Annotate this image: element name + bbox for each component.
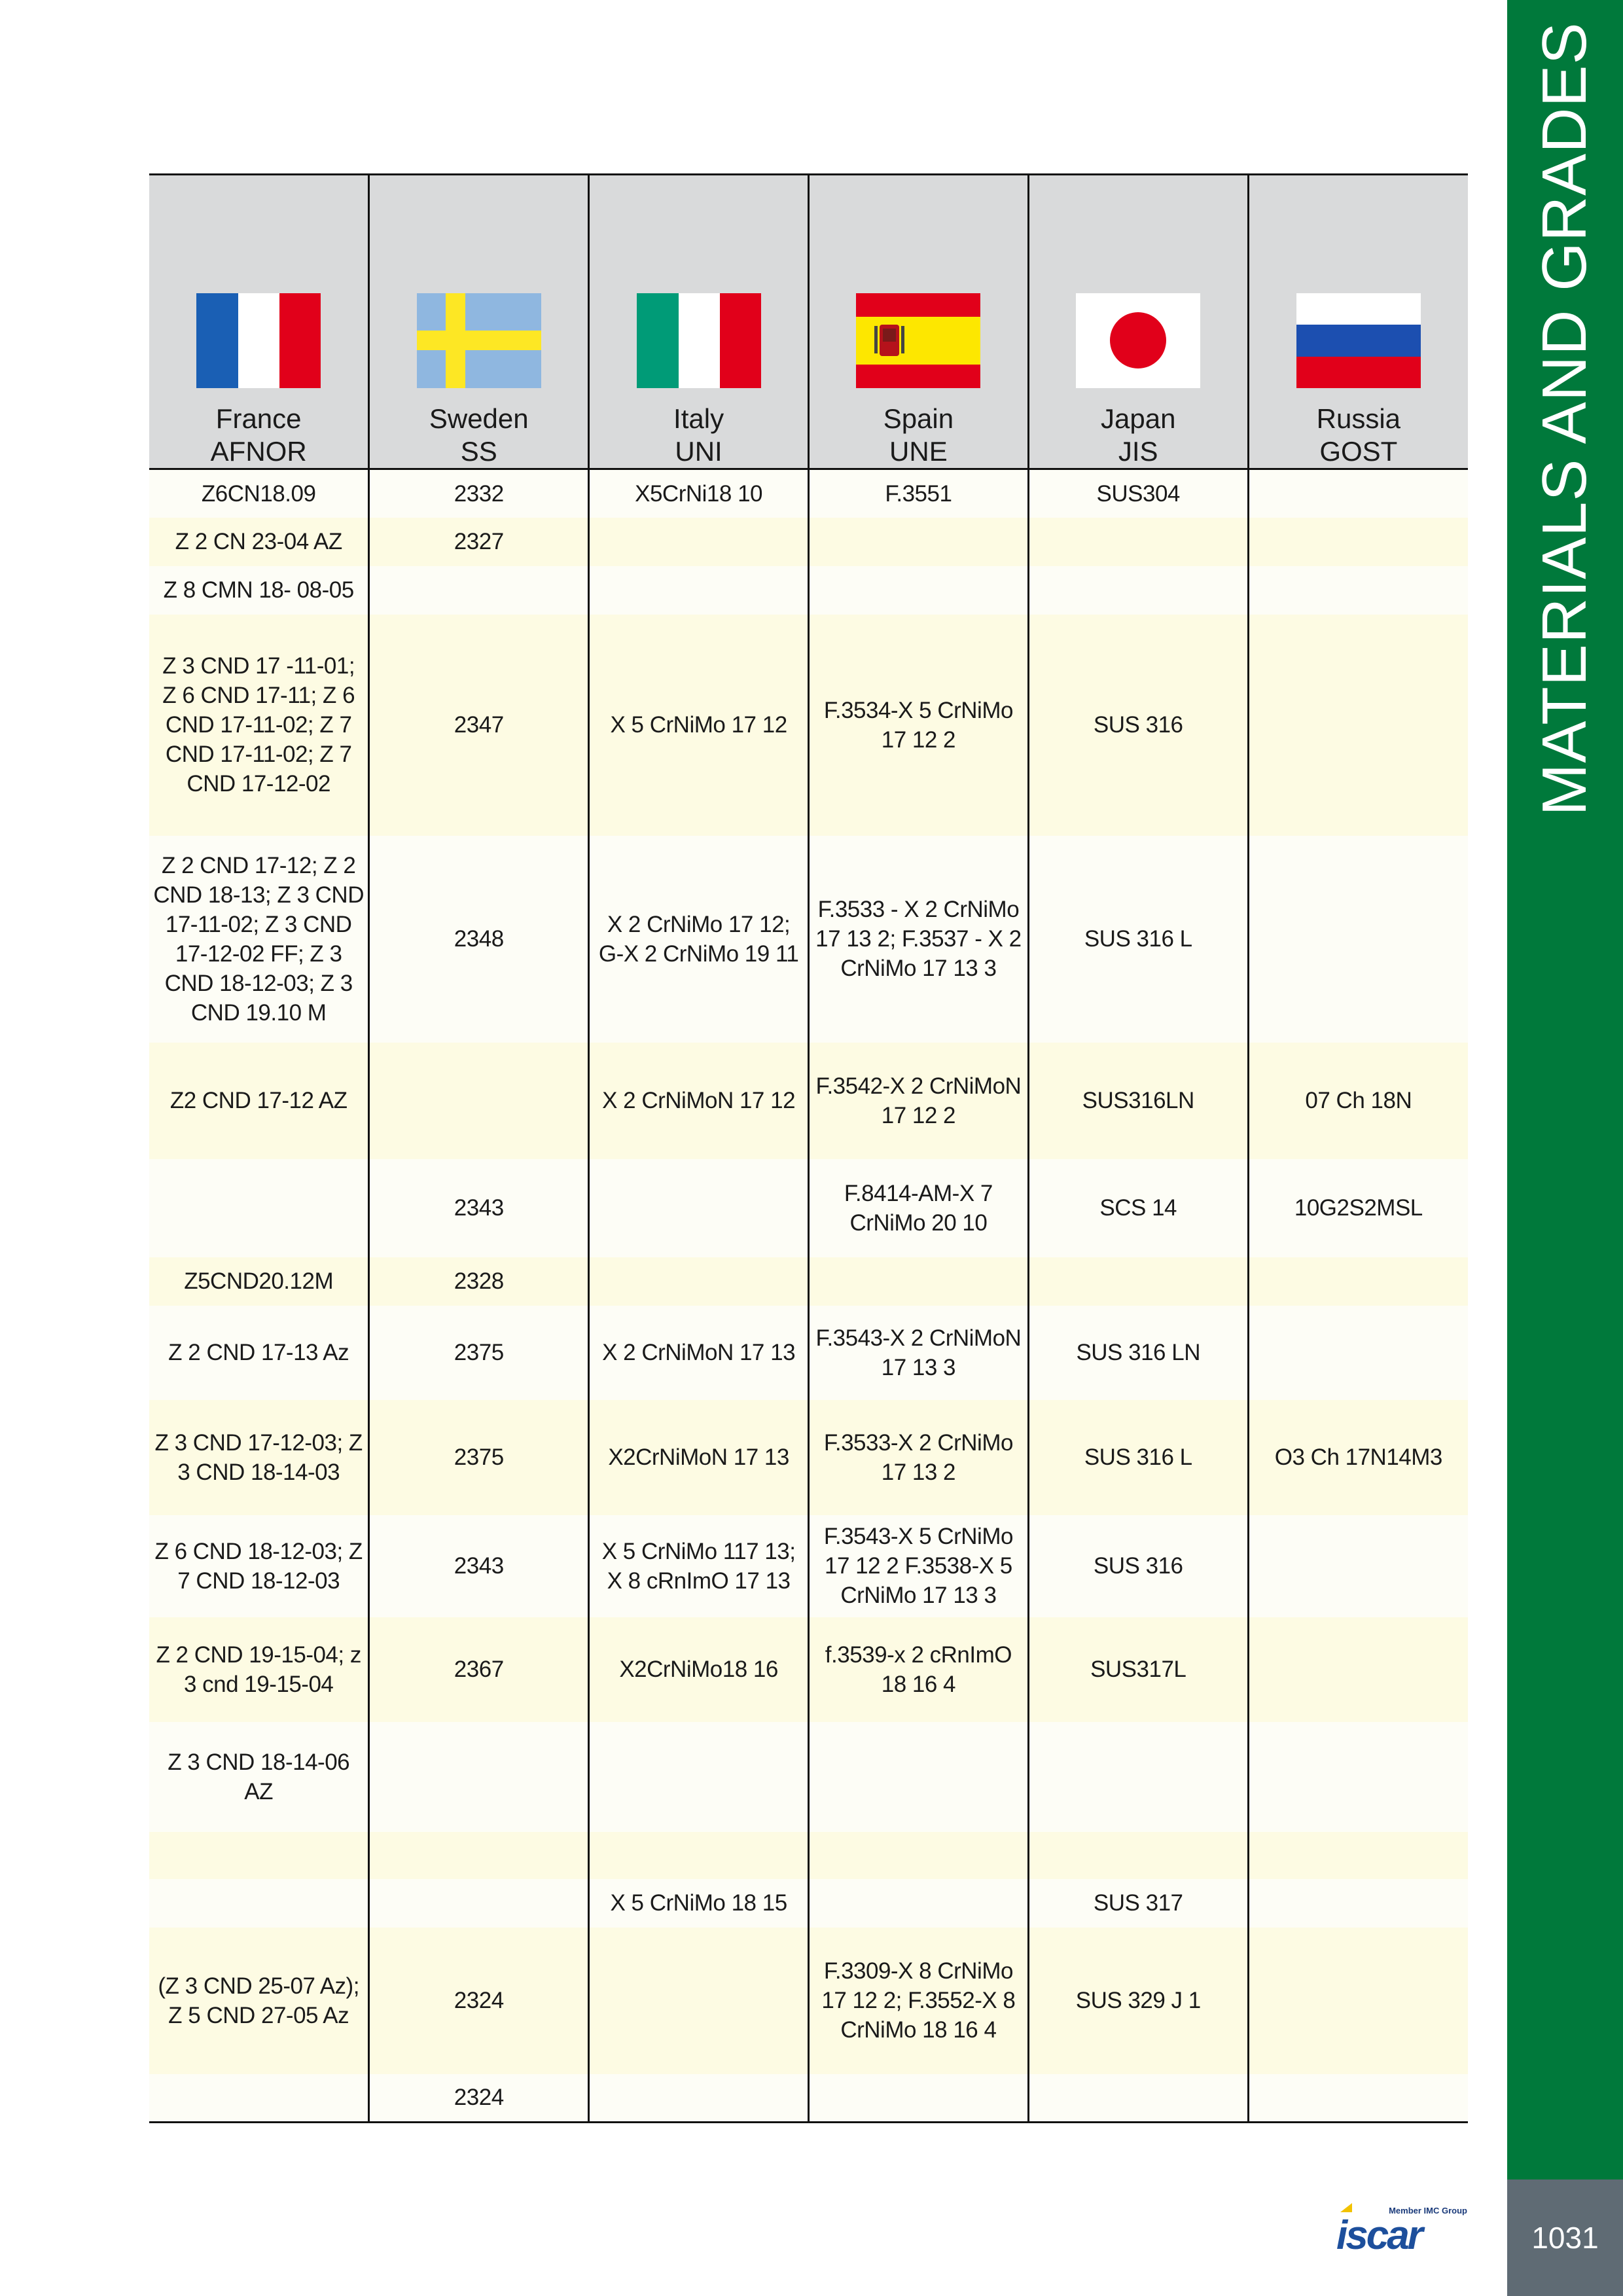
- svg-text:iscar: iscar: [1336, 2213, 1421, 2251]
- cell-italy: [589, 1832, 809, 1879]
- cell-france: Z 6 CND 18-12-03; Z 7 CND 18-12-03: [149, 1515, 369, 1617]
- cell-russia: [1248, 1257, 1468, 1306]
- cell-france: Z 3 CND 18-14-06 AZ: [149, 1722, 369, 1832]
- cell-japan: [1028, 1257, 1248, 1306]
- cell-sweden: 2324: [369, 2074, 589, 2123]
- cell-italy: X 2 CrNiMoN 17 12: [589, 1043, 809, 1159]
- cell-japan: SUS316LN: [1028, 1043, 1248, 1159]
- section-title: MATERIALS AND GRADES: [1529, 22, 1599, 816]
- cell-russia: O3 Ch 17N14M3: [1248, 1400, 1468, 1515]
- table-row: [149, 1722, 1468, 1832]
- cell-france: [149, 1832, 369, 1879]
- cell-russia: [1248, 615, 1468, 836]
- cell-italy: [589, 566, 809, 615]
- cell-japan: [1028, 1722, 1248, 1832]
- table-row: [149, 1928, 1468, 2074]
- cell-russia: 07 Ch 18N: [1248, 1043, 1468, 1159]
- cell-japan: [1028, 2074, 1248, 2123]
- cell-sweden: 2343: [369, 1515, 589, 1617]
- table-row: [149, 1257, 1468, 1306]
- cell-italy: [589, 2074, 809, 2123]
- italy-flag-icon: [637, 293, 761, 388]
- cell-japan: SUS 317: [1028, 1879, 1248, 1928]
- france-flag-icon: [196, 293, 321, 388]
- cell-italy: [589, 1722, 809, 1832]
- cell-france: Z5CND20.12M: [149, 1257, 369, 1306]
- cell-france: Z 8 CMN 18- 08-05: [149, 566, 369, 615]
- standard-label: UNE: [889, 436, 948, 467]
- cell-sweden: [369, 1879, 589, 1928]
- cell-italy: X 5 CrNiMo 17 12: [589, 615, 809, 836]
- table-row: [149, 1043, 1468, 1159]
- table-body: [149, 469, 1468, 2123]
- cell-france: Z 3 CND 17-12-03; Z 3 CND 18-14-03: [149, 1400, 369, 1515]
- cell-russia: [1248, 1928, 1468, 2074]
- russia-flag-icon: [1296, 293, 1421, 388]
- cell-spain: [808, 518, 1028, 566]
- cell-spain: F.3543-X 5 CrNiMo 17 12 2 F.3538-X 5 CrNiMo 17 13 3: [808, 1515, 1028, 1617]
- cell-france: [149, 1159, 369, 1257]
- header-japan: [1028, 175, 1248, 469]
- table-row: [149, 836, 1468, 1043]
- cell-sweden: 2375: [369, 1306, 589, 1400]
- header-russia: [1248, 175, 1468, 469]
- cell-spain: F.3542-X 2 CrNiMoN 17 12 2: [808, 1043, 1028, 1159]
- header-sweden: [369, 175, 589, 469]
- country-label: Russia: [1316, 403, 1401, 434]
- cell-sweden: 2327: [369, 518, 589, 566]
- cell-sweden: [369, 1043, 589, 1159]
- table-row: [149, 2074, 1468, 2123]
- table-row: [149, 1617, 1468, 1722]
- cell-russia: [1248, 1879, 1468, 1928]
- cell-sweden: 2348: [369, 836, 589, 1043]
- cell-italy: X 5 CrNiMo 117 13; X 8 cRnImO 17 13: [589, 1515, 809, 1617]
- spain-flag-icon: [856, 293, 980, 388]
- table-row: [149, 1159, 1468, 1257]
- japan-flag-icon: [1076, 293, 1200, 388]
- cell-russia: [1248, 2074, 1468, 2123]
- cell-spain: f.3539-x 2 cRnImO 18 16 4: [808, 1617, 1028, 1722]
- iscar-logo: [1335, 2199, 1469, 2251]
- cell-russia: [1248, 836, 1468, 1043]
- cell-sweden: 2332: [369, 469, 589, 518]
- country-label: Spain: [883, 403, 954, 434]
- cell-japan: [1028, 1832, 1248, 1879]
- cell-russia: [1248, 518, 1468, 566]
- cell-russia: 10G2S2MSL: [1248, 1159, 1468, 1257]
- country-label: Sweden: [429, 403, 529, 434]
- cell-france: Z 3 CND 17 -11-01; Z 6 CND 17-11; Z 6 CND 17-11-02; Z 7 CND 17-11-02; Z 7 CND 17-12-02: [149, 615, 369, 836]
- cell-japan: [1028, 566, 1248, 615]
- cell-sweden: [369, 1722, 589, 1832]
- cell-italy: X2CrNiMoN 17 13: [589, 1400, 809, 1515]
- cell-japan: SUS317L: [1028, 1617, 1248, 1722]
- cell-sweden: 2367: [369, 1617, 589, 1722]
- cell-russia: [1248, 469, 1468, 518]
- cell-spain: F.3309-X 8 CrNiMo 17 12 2; F.3552-X 8 CrNiMo 18 16 4: [808, 1928, 1028, 2074]
- standard-label: JIS: [1118, 436, 1158, 467]
- country-label: France: [215, 403, 302, 434]
- cell-spain: F.3551: [808, 469, 1028, 518]
- page-number: 1031: [1531, 2221, 1599, 2255]
- cell-japan: SUS 316: [1028, 1515, 1248, 1617]
- table-row: [149, 615, 1468, 836]
- cell-russia: [1248, 566, 1468, 615]
- cell-japan: SUS 316 L: [1028, 1400, 1248, 1515]
- cell-sweden: 2328: [369, 1257, 589, 1306]
- cell-italy: [589, 1928, 809, 2074]
- header-italy: [589, 175, 809, 469]
- cell-spain: [808, 1832, 1028, 1879]
- table-row: [149, 1515, 1468, 1617]
- table-row: [149, 1400, 1468, 1515]
- country-label: Italy: [673, 403, 724, 434]
- cell-spain: [808, 1722, 1028, 1832]
- cell-france: [149, 2074, 369, 2123]
- cell-france: Z 2 CND 17-13 Az: [149, 1306, 369, 1400]
- cell-japan: [1028, 518, 1248, 566]
- cell-spain: F.3543-X 2 CrNiMoN 17 13 3: [808, 1306, 1028, 1400]
- cell-sweden: [369, 1832, 589, 1879]
- cell-spain: [808, 566, 1028, 615]
- cell-spain: F.3534-X 5 CrNiMo 17 12 2: [808, 615, 1028, 836]
- cell-japan: SUS 329 J 1: [1028, 1928, 1248, 2074]
- header-spain: [808, 175, 1028, 469]
- cell-sweden: 2347: [369, 615, 589, 836]
- cell-france: Z2 CND 17-12 AZ: [149, 1043, 369, 1159]
- cell-russia: [1248, 1832, 1468, 1879]
- cell-spain: F.3533 - X 2 CrNiMo 17 13 2; F.3537 - X 2 CrNiMo 17 13 3: [808, 836, 1028, 1043]
- table-row: [149, 469, 1468, 518]
- cell-italy: [589, 1257, 809, 1306]
- cell-russia: [1248, 1722, 1468, 1832]
- cell-spain: [808, 2074, 1028, 2123]
- cell-russia: [1248, 1306, 1468, 1400]
- standard-label: GOST: [1319, 436, 1398, 467]
- cell-japan: SUS 316 L: [1028, 836, 1248, 1043]
- cell-sweden: 2375: [369, 1400, 589, 1515]
- cell-italy: X 2 CrNiMoN 17 13: [589, 1306, 809, 1400]
- cell-italy: [589, 518, 809, 566]
- table-row: [149, 566, 1468, 615]
- svg-text:Member IMC Group: Member IMC Group: [1389, 2206, 1467, 2215]
- cell-france: Z 2 CN 23-04 AZ: [149, 518, 369, 566]
- header-row: [149, 175, 1468, 469]
- cell-japan: SUS304: [1028, 469, 1248, 518]
- cell-italy: [589, 1159, 809, 1257]
- table-row: [149, 518, 1468, 566]
- standard-label: SS: [460, 436, 497, 467]
- country-label: Japan: [1101, 403, 1176, 434]
- table-row: [149, 1306, 1468, 1400]
- cell-spain: [808, 1257, 1028, 1306]
- cell-france: Z 2 CND 19-15-04; z 3 cnd 19-15-04: [149, 1617, 369, 1722]
- grades-table: [149, 173, 1468, 2123]
- cell-sweden: 2343: [369, 1159, 589, 1257]
- standard-label: AFNOR: [210, 436, 307, 467]
- cell-italy: X5CrNi18 10: [589, 469, 809, 518]
- cell-france: (Z 3 CND 25-07 Az); Z 5 CND 27-05 Az: [149, 1928, 369, 2074]
- cell-japan: SUS 316: [1028, 615, 1248, 836]
- cell-france: [149, 1879, 369, 1928]
- table-row: [149, 1879, 1468, 1928]
- cell-russia: [1248, 1617, 1468, 1722]
- header-france: [149, 175, 369, 469]
- cell-france: Z 2 CND 17-12; Z 2 CND 18-13; Z 3 CND 17-11-02; Z 3 CND 17-12-02 FF; Z 3 CND 18-12-03; Z 3 CND 19.10 M: [149, 836, 369, 1043]
- cell-sweden: 2324: [369, 1928, 589, 2074]
- cell-italy: X 2 CrNiMo 17 12; G-X 2 CrNiMo 19 11: [589, 836, 809, 1043]
- page-number-box: [1507, 2179, 1623, 2296]
- cell-italy: X2CrNiMo18 16: [589, 1617, 809, 1722]
- cell-italy: X 5 CrNiMo 18 15: [589, 1879, 809, 1928]
- cell-japan: SCS 14: [1028, 1159, 1248, 1257]
- cell-sweden: [369, 566, 589, 615]
- cell-spain: F.3533-X 2 CrNiMo 17 13 2: [808, 1400, 1028, 1515]
- cell-france: Z6CN18.09: [149, 469, 369, 518]
- cell-russia: [1248, 1515, 1468, 1617]
- table-row: [149, 1832, 1468, 1879]
- standard-label: UNI: [675, 436, 722, 467]
- sweden-flag-icon: [417, 293, 541, 388]
- cell-spain: F.8414-AM-X 7 CrNiMo 20 10: [808, 1159, 1028, 1257]
- cell-japan: SUS 316 LN: [1028, 1306, 1248, 1400]
- cell-spain: [808, 1879, 1028, 1928]
